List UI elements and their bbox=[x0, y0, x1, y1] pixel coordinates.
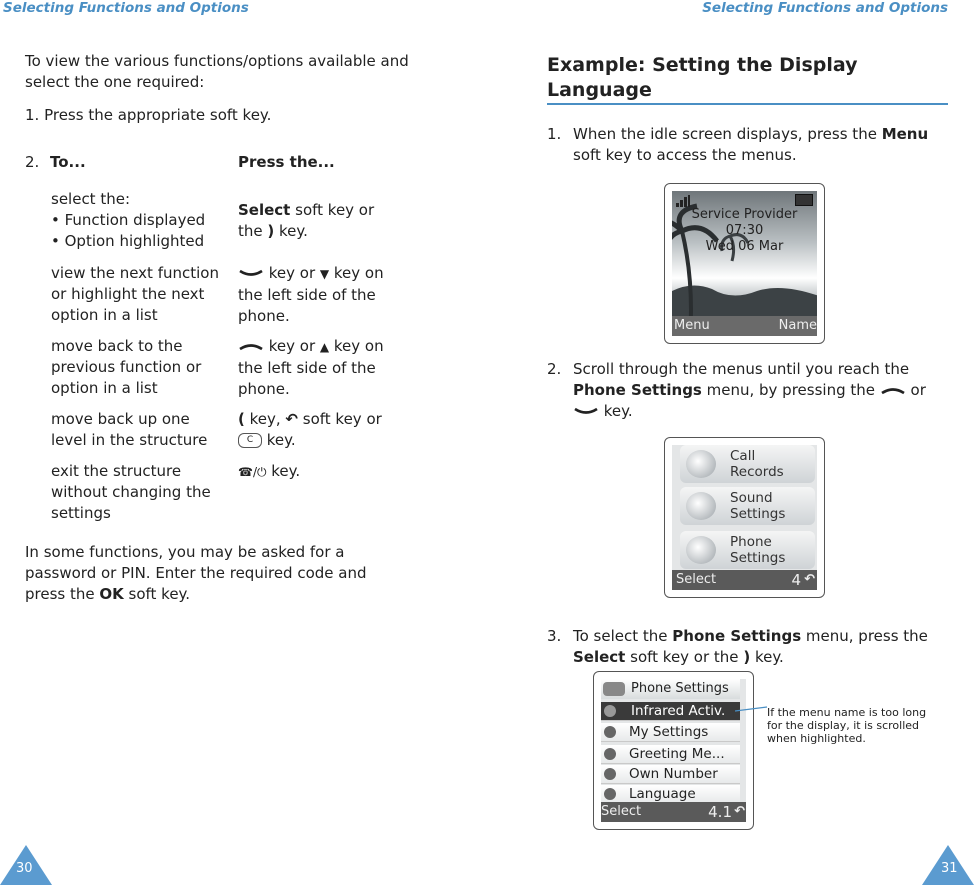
row-next-press: key or ▼ key on the left side of the phone. bbox=[238, 264, 384, 325]
r-step-3-number: 3. bbox=[547, 627, 562, 645]
right-soft-key-icon: ) bbox=[267, 222, 275, 240]
row-exit-to: exit the structure without changing the settings bbox=[51, 462, 211, 522]
list-item[interactable]: Own Number bbox=[601, 765, 740, 784]
r-step-3-text: To select the Phone Settings menu, press the Select soft key or the ) key. bbox=[573, 627, 928, 666]
phone-main-menu bbox=[664, 437, 825, 598]
row-select-press: Select soft key or the ) key. bbox=[238, 201, 375, 240]
left-running-header: Selecting Functions and Options bbox=[3, 0, 249, 16]
step-2-number: 2. bbox=[25, 153, 40, 171]
back-arrow-icon: ↶ bbox=[285, 410, 298, 428]
speaker-icon bbox=[686, 492, 716, 520]
outro-text: In some functions, you may be asked for a password or PIN. Enter the required code and press the OK soft key. bbox=[25, 543, 367, 603]
menu-item-phone-settings[interactable]: Phone Settings bbox=[680, 531, 815, 569]
menu-softkey-bar bbox=[672, 570, 817, 590]
phone-idle-screen bbox=[664, 183, 825, 344]
col-header-to: To... bbox=[50, 153, 86, 171]
r-step-2-number: 2. bbox=[547, 360, 562, 378]
scroll-down-key-icon bbox=[238, 268, 264, 278]
list-item[interactable]: Greeting Me... bbox=[601, 745, 740, 764]
left-soft-key-icon: ( bbox=[238, 410, 245, 428]
col-header-press: Press the... bbox=[238, 153, 335, 171]
page-number-right: 31 bbox=[941, 861, 958, 876]
menu-item-call-records[interactable]: Call Records bbox=[680, 445, 815, 483]
signal-icon bbox=[676, 193, 690, 205]
phone-handset-icon bbox=[686, 450, 716, 478]
idle-softkey-bar bbox=[672, 316, 817, 336]
r-step-1-number: 1. bbox=[547, 125, 562, 143]
scroll-up-key-icon bbox=[880, 385, 906, 395]
end-power-key-icon: ☎/⏻ bbox=[238, 465, 267, 479]
row-select-to: select the: • Function displayed • Option highlighted bbox=[51, 190, 206, 250]
gear-icon bbox=[686, 536, 716, 564]
back-arrow-icon[interactable]: ↶ bbox=[734, 804, 745, 819]
settings-title-bar bbox=[601, 679, 740, 699]
down-arrow-icon: ▼ bbox=[319, 267, 330, 281]
list-item[interactable]: My Settings bbox=[601, 723, 740, 742]
idle-info: Service Provider 07:30 Wed 06 Mar bbox=[691, 207, 798, 254]
callout-line bbox=[735, 700, 770, 716]
settings-icon bbox=[603, 682, 625, 696]
up-arrow-icon: ▲ bbox=[319, 340, 330, 354]
settings-softkey-bar bbox=[601, 802, 746, 822]
select-softkey[interactable]: Select bbox=[676, 572, 717, 587]
phone-settings-menu bbox=[593, 671, 754, 830]
select-softkey[interactable]: Select bbox=[601, 804, 642, 819]
section-title: Example: Setting the Display Language bbox=[547, 54, 858, 101]
row-back-press: ( key, ↶ soft key or C key. bbox=[238, 410, 382, 449]
battery-icon bbox=[795, 194, 813, 206]
intro-text: To view the various functions/options available and select the one required: bbox=[25, 52, 409, 91]
row-exit-press: ☎/⏻ key. bbox=[238, 462, 301, 480]
row-back-to: move back up one level in the structure bbox=[51, 410, 208, 449]
back-arrow-icon[interactable]: ↶ bbox=[804, 572, 815, 587]
name-softkey[interactable]: Name bbox=[778, 318, 817, 333]
r-step-2-text: Scroll through the menus until you reach the Phone Settings menu, by pressing the or key. bbox=[573, 360, 926, 420]
row-prev-press: key or ▲ key on the left side of the phone. bbox=[238, 337, 384, 398]
r-step-1-text: When the idle screen displays, press the Menu soft key to access the menus. bbox=[573, 125, 929, 164]
scroll-up-key-icon bbox=[238, 341, 264, 351]
list-item-highlighted[interactable]: Infrared Activ. bbox=[601, 702, 740, 721]
list-item[interactable]: Language bbox=[601, 785, 740, 804]
menu-index: 4.1 bbox=[708, 803, 732, 821]
page-number-left: 30 bbox=[16, 861, 33, 876]
row-prev-to: move back to the previous function or option in a list bbox=[51, 337, 202, 397]
row-next-to: view the next function or highlight the next option in a list bbox=[51, 264, 219, 324]
right-running-header: Selecting Functions and Options bbox=[702, 0, 948, 16]
scroll-down-key-icon bbox=[573, 406, 599, 416]
menu-item-sound-settings[interactable]: Sound Settings bbox=[680, 487, 815, 525]
settings-title: Phone Settings bbox=[631, 681, 729, 696]
step-1: 1. Press the appropriate soft key. bbox=[25, 106, 272, 124]
clear-key-icon: C bbox=[238, 433, 262, 448]
menu-softkey[interactable]: Menu bbox=[674, 318, 710, 333]
title-underline bbox=[547, 103, 948, 105]
right-soft-key-icon: ) bbox=[743, 648, 751, 666]
menu-index: 4 bbox=[791, 571, 801, 589]
callout-note: If the menu name is too long for the display, it is scrolled when highlighted. bbox=[767, 706, 927, 745]
